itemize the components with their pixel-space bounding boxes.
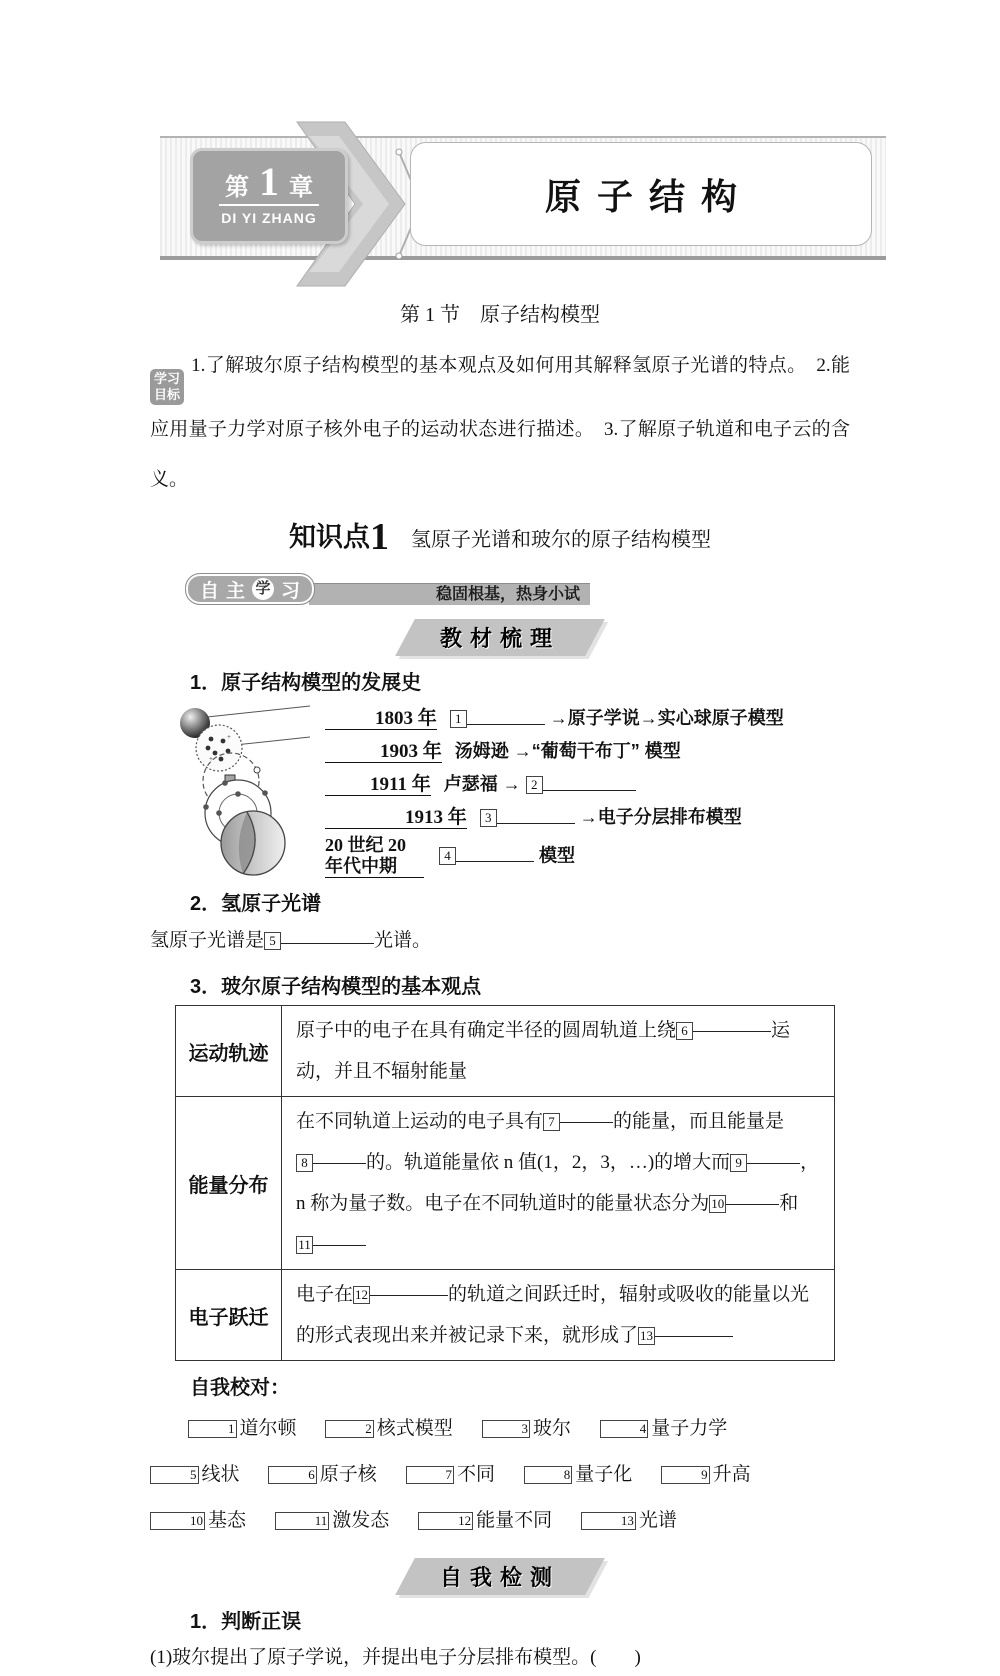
fill-blank xyxy=(296,1142,366,1170)
spectrum-post: 光谱。 xyxy=(374,930,432,951)
fill-blank xyxy=(638,1315,733,1343)
self-test-band xyxy=(405,1558,595,1595)
blank-number: 11 xyxy=(296,1236,313,1254)
timeline-row-1913 xyxy=(325,802,850,833)
objectives-badge xyxy=(150,369,184,405)
timeline-row-1803 xyxy=(325,703,850,734)
self-study-slogan-bar xyxy=(309,583,590,605)
fill-blank xyxy=(353,1274,448,1302)
chapter-number: 1 xyxy=(259,158,279,204)
timeline-text: →原子学说→实心球原子模型 xyxy=(549,708,784,728)
row-header: 运动轨迹 xyxy=(176,1006,282,1097)
answer-item: 6 原子核 xyxy=(268,1464,377,1485)
blank-number: 12 xyxy=(355,1287,369,1302)
timeline-year: 1803 年 xyxy=(325,708,437,730)
blank-number: 10 xyxy=(711,1196,725,1211)
tab-char: 主 xyxy=(226,580,246,602)
blank-number: 6 xyxy=(676,1022,693,1040)
blank-number: 3 xyxy=(480,809,497,827)
answer-item: 13 光谱 xyxy=(581,1510,677,1531)
timeline-row-1903 xyxy=(325,736,850,767)
blank-number: 9 xyxy=(730,1154,747,1172)
material-review-band-bg xyxy=(395,619,605,656)
objectives-text: 1.了解玻尔原子结构模型的基本观点及如何用其解释氢原子光谱的特点。 2.能应用量子力学对原子核外电子的运动状态进行描述。 3.了解原子轨道和电子云的含义。 xyxy=(150,355,850,490)
answer-item: 10 基态 xyxy=(150,1510,246,1531)
material-review-label: 教材梳理 xyxy=(439,626,560,651)
objectives-badge-top: 学习 xyxy=(154,371,181,386)
knowledge-point-title: 氢原子光谱和玻尔的原子结构模型 xyxy=(411,529,711,551)
fill-blank xyxy=(480,802,575,824)
blank-number: 2 xyxy=(526,776,543,794)
tab-char: 习 xyxy=(281,580,301,602)
fill-blank xyxy=(526,769,636,791)
self-check-answers xyxy=(150,1406,850,1544)
fill-blank xyxy=(264,922,374,948)
blank-number: 8 xyxy=(296,1154,313,1172)
chapter-title-box xyxy=(410,142,872,246)
timeline-text: 汤姆逊 →“葡萄干布丁” 模型 xyxy=(454,741,681,761)
self-test-label: 自我检测 xyxy=(439,1565,560,1590)
timeline-year: 1913 年 xyxy=(325,807,467,829)
answer-item: 8 量子化 xyxy=(524,1464,633,1485)
atom-model-timeline xyxy=(175,701,850,877)
self-check-heading: 自我校对： xyxy=(190,1377,290,1399)
answer-item: 4 量子力学 xyxy=(600,1418,728,1439)
timeline-text: 卢瑟福 → xyxy=(443,774,521,794)
chapter-prefix: 第 xyxy=(225,174,249,201)
timeline-row-1911 xyxy=(325,769,850,800)
history-heading: 1．原子结构模型的发展史 xyxy=(190,672,422,694)
svg-text:+: + xyxy=(227,733,231,741)
answer-item: 12 能量不同 xyxy=(418,1510,552,1531)
blank-number: 7 xyxy=(543,1113,560,1131)
answer-item: 2 核式模型 xyxy=(325,1418,453,1439)
fill-blank xyxy=(296,1224,366,1252)
answer-item: 9 升高 xyxy=(661,1464,751,1485)
answer-item: 1 道尔顿 xyxy=(188,1418,297,1439)
answer-item: 7 不同 xyxy=(406,1464,496,1485)
self-test-band-bg xyxy=(395,1558,605,1595)
blank-number: 5 xyxy=(264,932,281,950)
self-test-q1-item: (1)玻尔提出了原子学说，并提出电子分层排布模型。( ) xyxy=(150,1647,641,1668)
row-header: 能量分布 xyxy=(176,1097,282,1270)
learning-objectives xyxy=(150,341,850,505)
chapter-number-line xyxy=(219,158,319,206)
answer-item: 11 激发态 xyxy=(275,1510,390,1531)
answer-item: 3 玻尔 xyxy=(482,1418,572,1439)
page-content xyxy=(0,290,1000,1676)
chapter-title: 原子结构 xyxy=(544,175,753,217)
chapter-number-badge xyxy=(190,148,348,244)
self-study-banner xyxy=(185,573,590,605)
spectrum-fill-line xyxy=(150,922,850,960)
electron-cloud-model xyxy=(221,811,285,875)
tab-char-circled: 学 xyxy=(252,578,274,600)
self-study-slogan: 稳固根基，热身小试 xyxy=(435,586,580,603)
table-row xyxy=(176,1270,835,1361)
blank-number: 4 xyxy=(439,847,456,865)
row-content: 电子在 12 的轨道之间跃迁时，辐射或吸收的能量以光的形式表现出来并被记录下来，就形成了 13 xyxy=(282,1270,835,1361)
section-title: 第 1 节 原子结构模型 xyxy=(400,304,600,326)
chapter-suffix: 章 xyxy=(289,174,313,201)
fill-blank xyxy=(676,1010,771,1038)
bohr-model-table xyxy=(175,1005,835,1361)
fill-blank xyxy=(543,1101,613,1129)
fill-blank xyxy=(450,703,545,725)
timeline-year: 20 世纪 20 年代中期 xyxy=(325,835,424,878)
row-content: 在不同轨道上运动的电子具有 7 的能量，而且能量是8 的。轨道能量依 n 值(1，2，3，…)的增大而 9 ，n 称为量子数。电子在不同轨道时的能量状态分为 10 和11 xyxy=(282,1097,835,1270)
table-row xyxy=(176,1097,835,1270)
blank-number: 1 xyxy=(450,710,467,728)
material-review-band xyxy=(405,619,595,656)
svg-text:+: + xyxy=(209,755,213,763)
fill-blank xyxy=(439,840,534,862)
plum-pudding-model xyxy=(196,725,242,771)
timeline-text: 模型 xyxy=(539,845,576,866)
answer-item: 5 线状 xyxy=(150,1464,240,1485)
chapter-header xyxy=(160,120,886,282)
row-content: 原子中的电子在具有确定半径的圆周轨道上绕 6 运动，并且不辐射能量 xyxy=(282,1006,835,1097)
table-row xyxy=(176,1006,835,1097)
spectrum-heading: 2．氢原子光谱 xyxy=(190,893,322,915)
bohr-heading: 3．玻尔原子结构模型的基本观点 xyxy=(190,976,482,998)
atom-models-illustration xyxy=(175,701,310,877)
blank-number: 13 xyxy=(640,1328,654,1343)
knowledge-point-number: 1 xyxy=(370,516,389,558)
timeline-rows xyxy=(325,701,850,878)
knowledge-point-label: 知识点 xyxy=(289,522,370,552)
self-study-tab xyxy=(185,573,315,605)
objectives-badge-bottom: 目标 xyxy=(154,387,181,402)
timeline-text: →电子分层排布模型 xyxy=(579,807,742,827)
chapter-pinyin: DI YI ZHANG xyxy=(221,209,317,226)
timeline-year: 1911 年 xyxy=(325,774,431,796)
self-test-q1-heading: 1．判断正误 xyxy=(190,1611,302,1633)
row-header: 电子跃迁 xyxy=(176,1270,282,1361)
tab-char: 自 xyxy=(200,580,220,602)
timeline-row-1920s xyxy=(325,835,850,878)
fill-blank xyxy=(730,1142,800,1170)
spectrum-pre: 氢原子光谱是 xyxy=(150,930,265,951)
timeline-year: 1903 年 xyxy=(325,741,442,763)
fill-blank xyxy=(709,1183,779,1211)
knowledge-point-heading xyxy=(150,515,850,559)
